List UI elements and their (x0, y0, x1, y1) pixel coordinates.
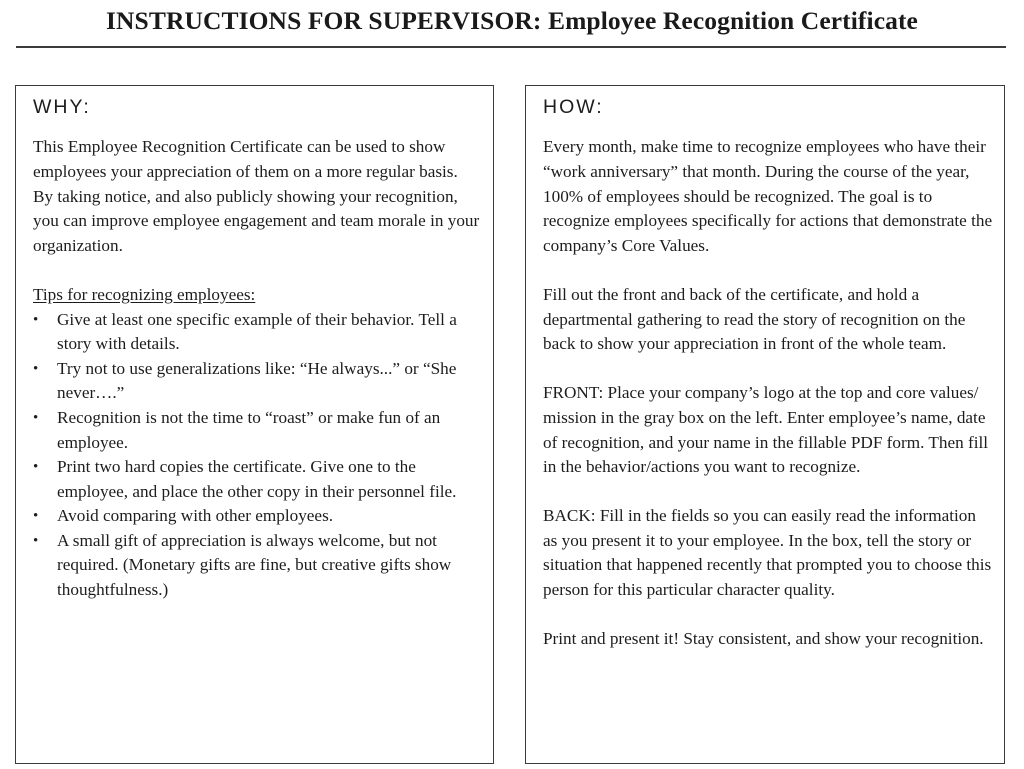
how-panel (525, 85, 1005, 764)
page-header (0, 0, 1024, 50)
tip-text: Recognition is not the time to “roast” or make fun of an employee. (57, 407, 441, 452)
how-paragraph-front: FRONT: Place your company’s logo at the top and core values/ mission in the gray box on the left. Enter employee’s name, date of recognition, and your name in the fillable PDF form. Then fill in the behavior/actions you want to recognize. (543, 383, 989, 477)
bullet-icon: • (33, 409, 39, 426)
why-spacer (33, 258, 481, 283)
title-divider (16, 46, 1006, 48)
how-paragraph-intro: Every month, make time to recognize employees who have their “work anniversary” that month. During the course of the year, 100% of employees should be recognized. The goal is to recognize employees specifically for actions that demonstrate the company’s Core Values. (543, 137, 993, 255)
how-panel-heading: HOW: (543, 96, 604, 118)
list-item (33, 406, 481, 455)
list-item (33, 504, 481, 529)
list-item (33, 455, 481, 504)
bullet-icon: • (33, 532, 39, 549)
tip-text: Avoid comparing with other employees. (57, 506, 334, 526)
tip-text: Print two hard copies the certificate. Give one to the employee, and place the other copy in their personnel file. (57, 457, 457, 501)
how-paragraph-fill-out: Fill out the front and back of the certificate, and hold a departmental gathering to read the story of recognition on the back to show your appreciation in front of the whole team. (543, 284, 966, 354)
list-item (33, 529, 481, 603)
bullet-icon: • (33, 311, 39, 328)
how-paragraph-back: BACK: Fill in the fields so you can easily read the information as you present it to your employee. In the box, tell the story or situation that happened recently that prompted you to choose this person for this particular character quality. (543, 506, 992, 600)
why-panel-heading: WHY: (33, 96, 91, 118)
tips-title: Tips for recognizing employees: (33, 284, 256, 304)
how-paragraph-closing: Print and present it! Stay consistent, and show your recognition. (543, 629, 984, 649)
why-intro-paragraph: This Employee Recognition Certificate can be used to show employees your appreciation of them on a more regular basis. By taking notice, and also publicly showing your recognition, you can improve employee engagement and team morale in your organization. (33, 137, 480, 255)
bullet-icon: • (33, 360, 39, 377)
list-item (33, 357, 481, 406)
tip-text: Give at least one specific example of their behavior. Tell a story with details. (57, 309, 457, 354)
bullet-icon: • (33, 459, 39, 476)
how-panel-body (526, 135, 1004, 651)
bullet-icon: • (33, 508, 39, 525)
tip-text: Try not to use generalizations like: “He always...” or “She never….” (57, 358, 457, 403)
tips-list (33, 308, 481, 603)
why-panel (15, 85, 494, 764)
list-item (33, 308, 481, 357)
tip-text: A small gift of appreciation is always welcome, but not required. (Monetary gifts are fine, but creative gifts show thoughtfulness.) (57, 530, 452, 600)
page-title: INSTRUCTIONS FOR SUPERVISOR: Employee Recognition Certificate (106, 6, 918, 35)
why-panel-body (16, 135, 493, 602)
